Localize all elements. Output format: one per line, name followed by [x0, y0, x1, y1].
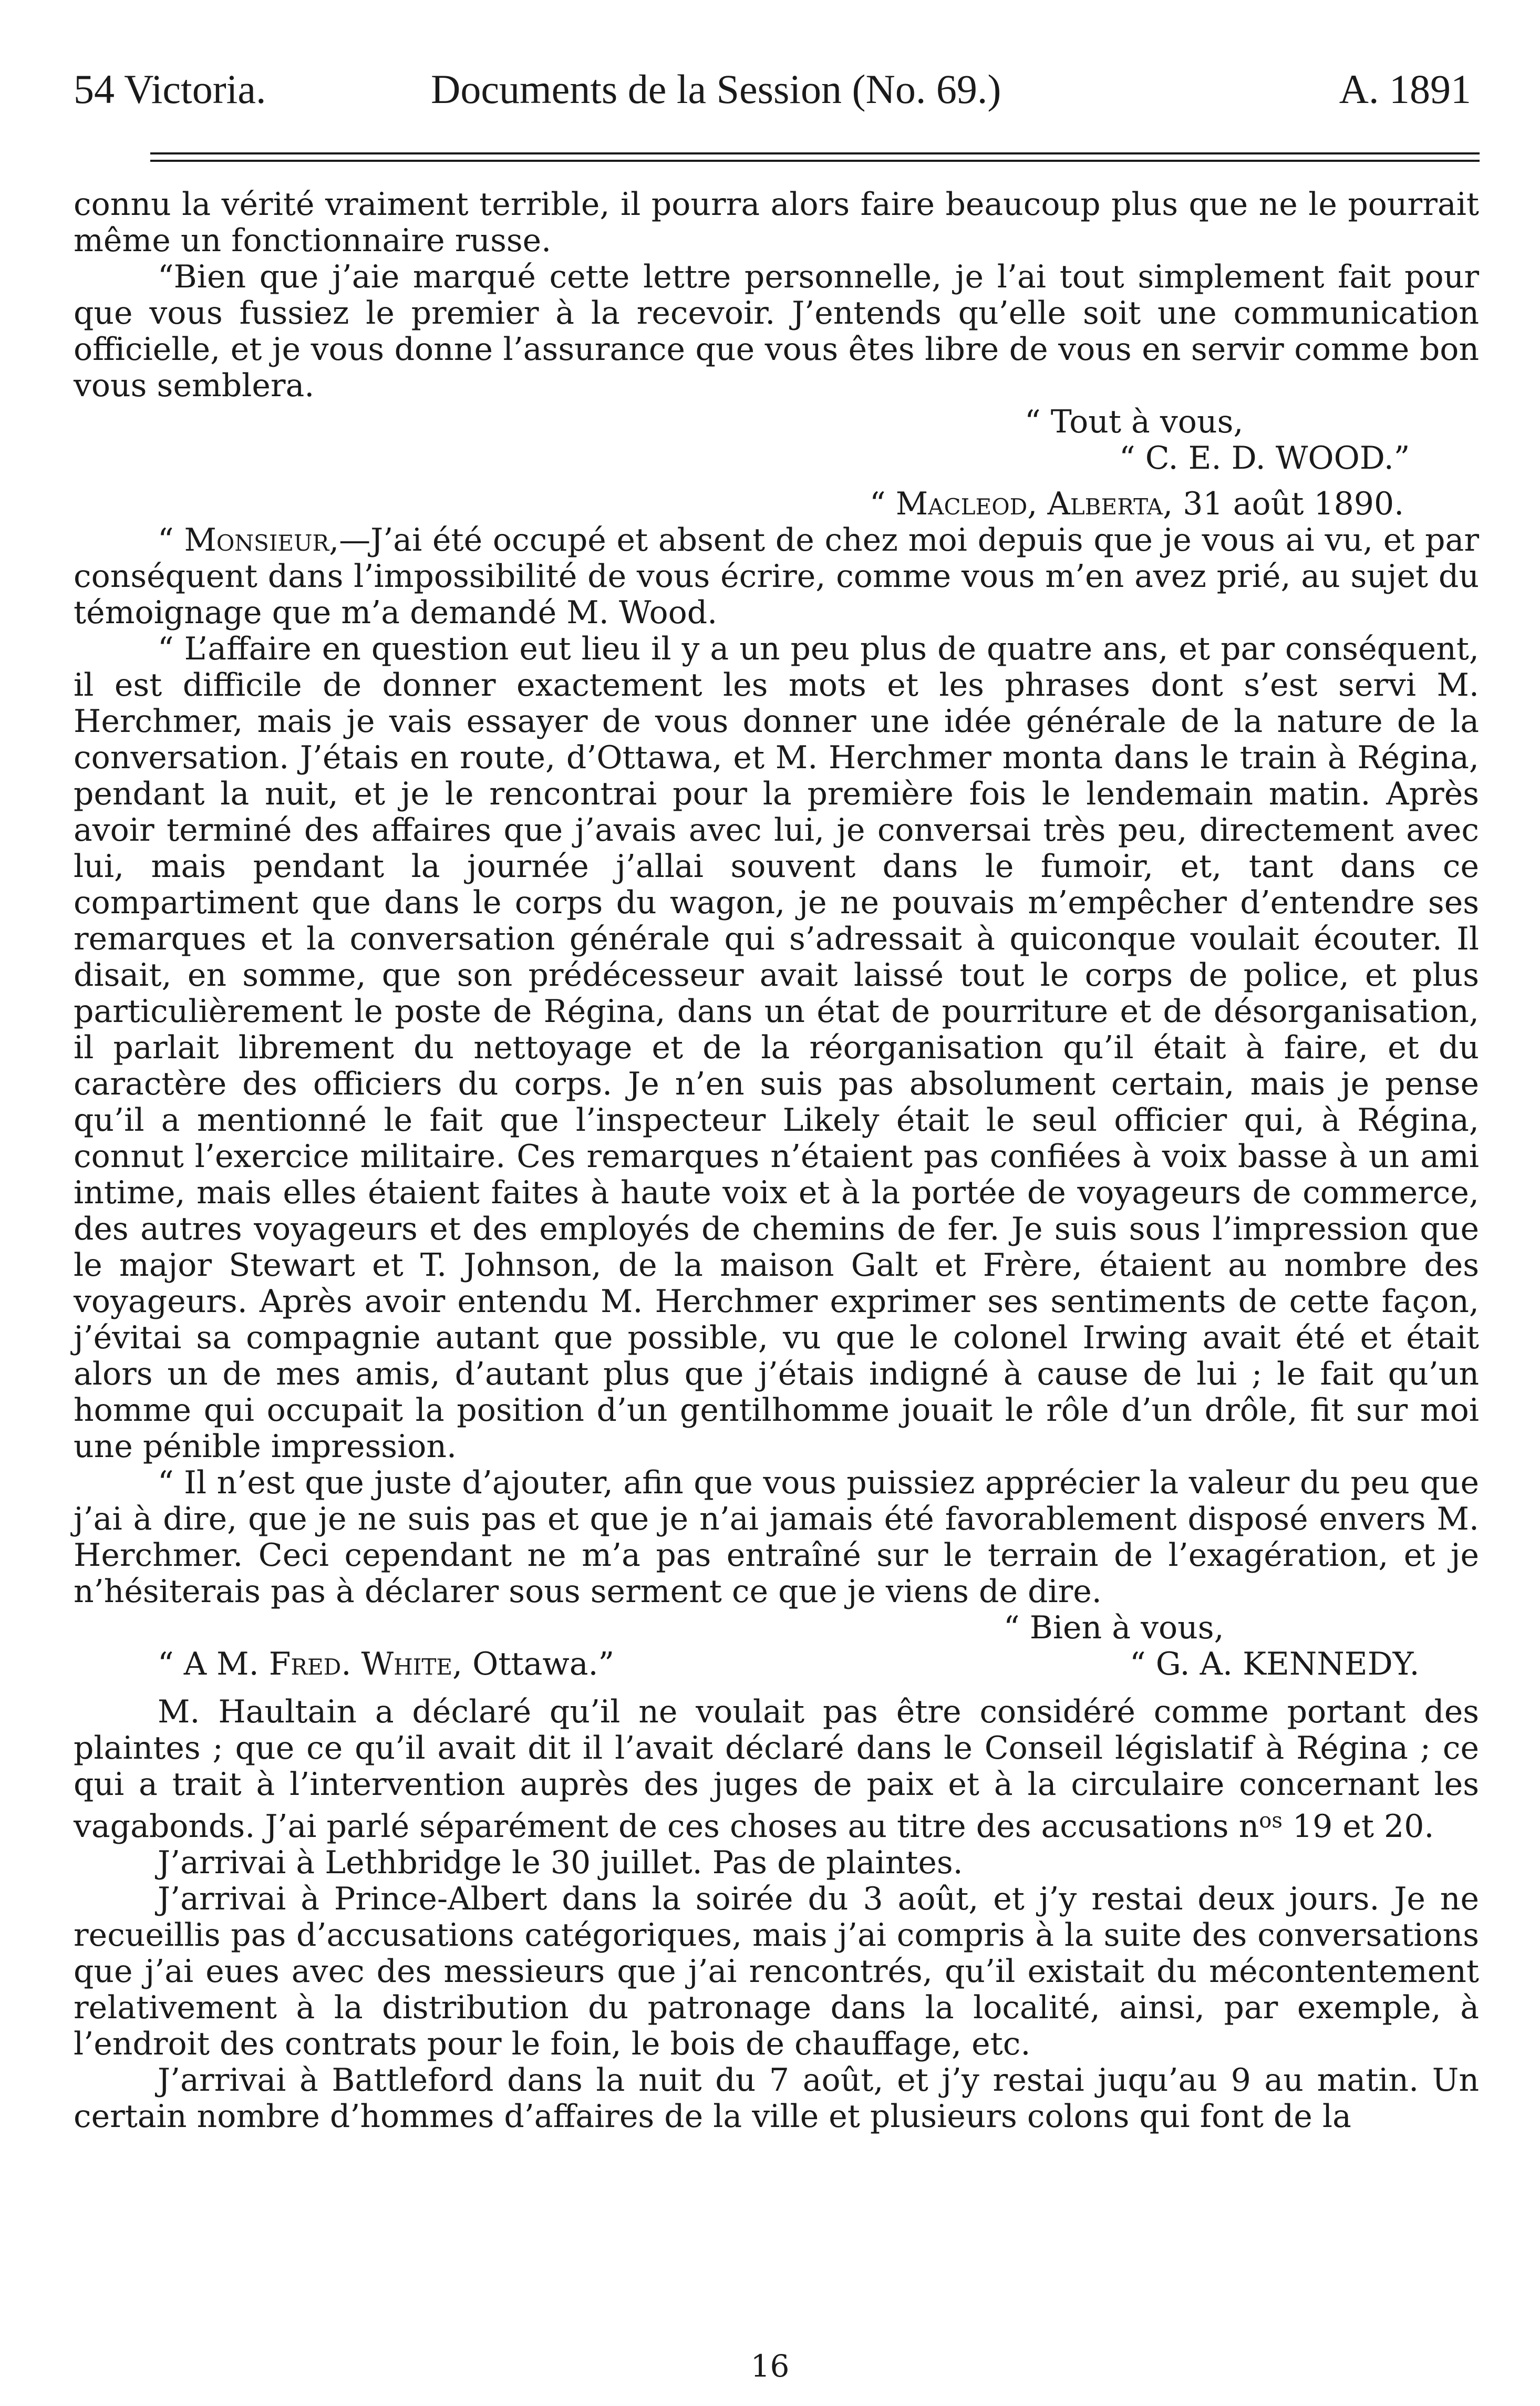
closing-tout-a-vous: “ Tout à vous,	[1025, 404, 1244, 440]
signature-wood: “ C. E. D. WOOD.”	[1119, 440, 1410, 477]
header-title: Documents de la Session (No. 69.)	[431, 66, 1001, 112]
paragraph-continuation: connu la vérité vraiment terrible, il pourra alors faire beaucoup plus que ne le pourrait même un fonctionnaire russe.	[74, 186, 1479, 259]
paragraph-salutation	[74, 522, 1479, 631]
dateline-date: , 31 août 1890.	[1163, 486, 1404, 522]
header-rule-top	[150, 152, 1480, 154]
paragraph-letter-personal: “Bien que j’aie marqué cette lettre personnelle, je l’ai tout simplement fait pour que vous fussiez le premier à la recevoir. J’entends qu’elle soit une communication officielle, et je vous donne l’assurance que vous êtes libre de vous en servir comme bon vous semblera.	[74, 259, 1479, 404]
paragraph-battleford: J’arrivai à Battleford dans la nuit du 7 août, et j’y restai juqu’au 9 au matin. Un certain nombre d’hommes d’affaires de la ville et plusieurs colons qui font de la	[74, 2062, 1479, 2135]
haultain-text: M. Haultain a déclaré qu’il ne voulait pas être considéré comme portant des plaintes ; que ce qu’il avait dit il l’avait déclaré dans le Conseil législatif à Régina ; ce qui a trait à l’intervention auprès des juges de paix et à la circulaire concernant les vagabonds. J’ai parlé séparément de ces choses au titre des accusations n	[74, 1694, 1479, 1845]
page-body	[74, 187, 1479, 2135]
page-number: 16	[750, 2348, 790, 2384]
paragraph-affaire: “ L’affaire en question eut lieu il y a un peu plus de quatre ans, et par conséquent, il est difficile de donner exactement les mots et les phrases dont s’est servi M. Herchmer, mais je vais essayer de vous donner une idée générale de la nature de la conversation. J’étais en route, d’Ottawa, et M. Herchmer monta dans le train à Régina, pendant la nuit, et je le rencontrai pour la première fois le lendemain matin. Après avoir terminé des affaires que j’avais avec lui, je conversai très peu, directement avec lui, mais pendant la journée j’allai souvent dans le fumoir, et, tant dans ce compartiment que dans le corps du wagon, je ne pouvais m’empêcher d’entendre ses remarques et la conversation générale qui s’adressait à quiconque voulait écouter. Il disait, en somme, que son prédécesseur avait laissé tout le corps de police, et plus particulièrement le poste de Régina, dans un état de pourriture et de désorganisation, il parlait librement du nettoyage et de la réorganisation qu’il était à faire, et du caractère des officiers du corps. Je n’en suis pas absolument certain, mais je pense qu’il a mentionné le fait que l’inspecteur Likely était le seul officier qui, à Régina, connut l’exercice militaire. Ces remarques n’étaient pas confiées à voix basse à un ami intime, mais elles étaient faites à haute voix et à la portée de voyageurs de commerce, des autres voyageurs et des employés de chemins de fer. Je suis sous l’impression que le major Stewart et T. Johnson, de la maison Galt et Frère, étaient au nombre des voyageurs. Après avoir entendu M. Herchmer exprimer ses sentiments de cette façon, j’évitai sa compagnie autant que possible, vu que le colonel Irwing avait été et était alors un de mes amis, d’autant plus que j’étais indigné à cause de lui ; le fait qu’un homme qui occupait la position d’un gentilhomme jouait le rôle d’un drôle, fit sur moi une pénible impression.	[74, 631, 1479, 1465]
addressee-place: , Ottawa.”	[452, 1646, 615, 1682]
header-year: A. 1891	[1339, 66, 1471, 112]
closing-bien-a-vous: “ Bien à vous,	[1004, 1609, 1224, 1646]
signature-kennedy: “ G. A. KENNEDY.	[1130, 1646, 1420, 1682]
salutation-prefix: “	[158, 522, 184, 559]
addressee-prefix: “ A M.	[158, 1646, 269, 1682]
paragraph-lethbridge: J’arrivai à Lethbridge le 30 juillet. Pas de plaintes.	[158, 1844, 963, 1881]
paragraph-ajouter: “ Il n’est que juste d’ajouter, afin que vous puissiez apprécier la valeur du peu que j’ai à dire, que je ne suis pas et que je n’ai jamais été favorablement disposé envers M. Herchmer. Ceci cependant ne m’a pas entraîné sur le terrain de l’exagération, et je n’hésiterais pas à déclarer sous serment ce que je viens de dire.	[74, 1464, 1479, 1610]
paragraph-haultain	[74, 1694, 1479, 1845]
haultain-end: 19 et 20.	[1282, 1808, 1434, 1845]
header-volume: 54 Victoria.	[74, 66, 266, 112]
salutation-word: Monsieur	[184, 522, 329, 559]
dateline	[74, 486, 1479, 522]
paragraph-prince-albert: J’arrivai à Prince-Albert dans la soirée du 3 août, et j’y restai deux jours. Je ne recueillis pas d’accusations catégoriques, mais j’ai compris à la suite des conversations que j’ai eues avec des messieurs que j’ai rencontrés, qu’il existait du mécontentement relativement à la distribution du patronage dans la localité, ainsi, par exemple, à l’endroit des contrats pour le foin, le bois de chauffage, etc.	[74, 1881, 1479, 2062]
dateline-prefix: “	[870, 486, 896, 522]
addressee-name: Fred. White	[268, 1646, 453, 1682]
dateline-place: Macleod, Alberta	[895, 486, 1163, 522]
running-header	[74, 63, 1471, 116]
haultain-superscript: os	[1259, 1809, 1283, 1833]
header-rule-bottom	[150, 160, 1480, 162]
salutation-text: ,—J’ai été occupé et absent de chez moi depuis que je vous ai vu, et par conséquent dans l’impossibilité de vous écrire, comme vous m’en avez prié, au sujet du témoignage que m’a demandé M. Wood.	[74, 522, 1479, 631]
